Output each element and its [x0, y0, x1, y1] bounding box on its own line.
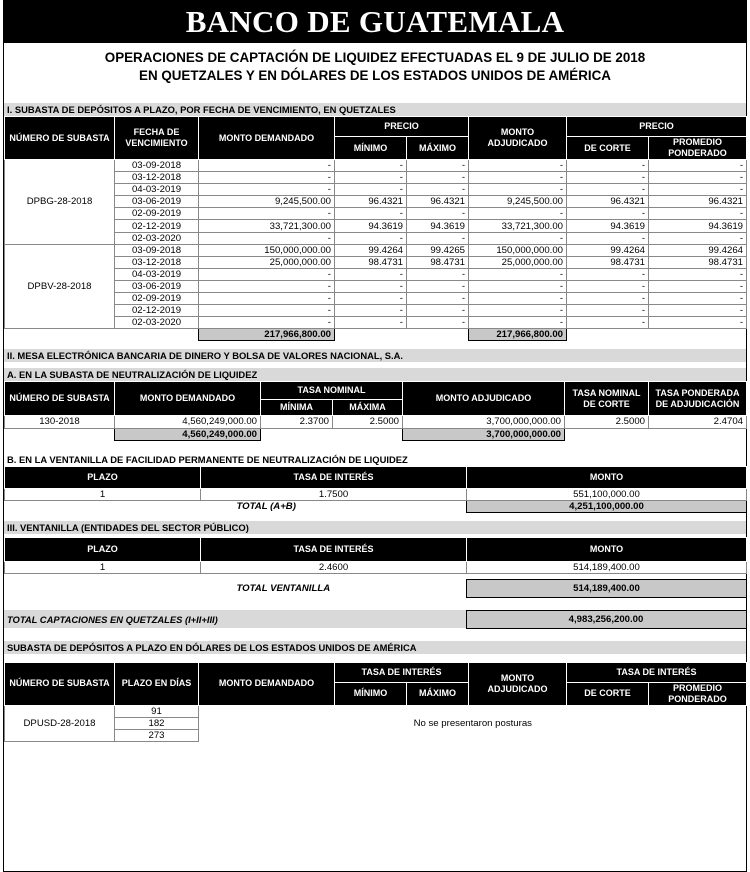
value-cell: -	[335, 172, 407, 184]
cell-2b-tasa: 1.7500	[201, 488, 467, 500]
subasta-name: DPBV-28-2018	[5, 244, 115, 329]
col-2a-minima: MÍNIMA	[261, 400, 333, 416]
value-cell: 99.4264	[335, 244, 407, 256]
value-cell: 98.4731	[335, 256, 407, 268]
value-cell: -	[649, 160, 747, 172]
fecha-cell: 04-03-2019	[115, 268, 199, 280]
section-usd-title: SUBASTA DE DEPÓSITOS A PLAZO EN DÓLARES DE LOS ESTADOS UNIDOS DE AMÉRICA	[4, 641, 746, 654]
table-row	[5, 208, 747, 220]
table-row	[5, 244, 747, 256]
section-usd-table	[4, 662, 747, 742]
section-2a-title: A. EN LA SUBASTA DE NEUTRALIZACIÓN DE LIQUIDEZ	[4, 368, 746, 381]
value-cell: -	[199, 232, 335, 244]
col-usd-monto-demandado: MONTO DEMANDADO	[199, 662, 335, 705]
value-cell: 25,000,000.00	[469, 256, 567, 268]
value-cell: -	[649, 317, 747, 329]
fecha-cell: 02-12-2019	[115, 220, 199, 232]
value-cell: 98.4731	[567, 256, 649, 268]
col-usd-promedio: PROMEDIO PONDERADO	[649, 682, 747, 705]
table-row	[5, 220, 747, 232]
col-2b-monto: MONTO	[467, 466, 747, 488]
total-row	[5, 329, 747, 341]
value-cell: -	[407, 172, 469, 184]
cell-2b-plazo: 1	[5, 488, 201, 500]
value-cell: 150,000,000.00	[199, 244, 335, 256]
table-row	[5, 705, 747, 717]
value-cell: -	[469, 208, 567, 220]
value-cell: -	[335, 293, 407, 305]
value-cell: -	[469, 280, 567, 292]
value-cell: -	[567, 317, 649, 329]
total-ventanilla-label: TOTAL VENTANILLA	[236, 582, 331, 594]
total-2a-demandado: 4,560,249,000.00	[115, 428, 261, 440]
value-cell: 99.4265	[407, 244, 469, 256]
value-cell: 96.4321	[567, 196, 649, 208]
value-cell: 150,000,000.00	[469, 244, 567, 256]
col-usd-de-corte: DE CORTE	[567, 682, 649, 705]
col-2a-monto-adjudicado: MONTO ADJUDICADO	[403, 382, 565, 416]
value-cell: -	[335, 305, 407, 317]
section-2b-table	[4, 466, 747, 513]
value-cell: -	[649, 184, 747, 196]
value-cell: -	[199, 208, 335, 220]
cell-usd-plazo-1: 91	[115, 705, 199, 717]
section-2b-title: B. EN LA VENTANILLA DE FACILIDAD PERMANENTE DE NEUTRALIZACIÓN DE LIQUIDEZ	[7, 453, 408, 465]
table-row	[5, 172, 747, 184]
value-cell: -	[567, 293, 649, 305]
value-cell: -	[199, 160, 335, 172]
value-cell: 98.4731	[407, 256, 469, 268]
total-monto-adjudicado: 217,966,800.00	[469, 329, 567, 341]
value-cell: 96.4321	[649, 196, 747, 208]
section-1-title: I. SUBASTA DE DEPÓSITOS A PLAZO, POR FECHA DE VENCIMIENTO, EN QUETZALES	[4, 103, 746, 116]
fecha-cell: 03-09-2018	[115, 160, 199, 172]
value-cell: -	[335, 232, 407, 244]
value-cell: 98.4731	[649, 256, 747, 268]
value-cell: 96.4321	[407, 196, 469, 208]
value-cell: -	[199, 172, 335, 184]
value-cell: -	[199, 280, 335, 292]
fecha-cell: 02-09-2019	[115, 293, 199, 305]
cell-usd-numero: DPUSD-28-2018	[5, 705, 115, 741]
value-cell: -	[469, 268, 567, 280]
table-row	[5, 317, 747, 329]
col-2a-tasa-nominal: TASA NOMINAL	[261, 382, 403, 400]
fecha-cell: 03-06-2019	[115, 196, 199, 208]
table-row	[5, 256, 747, 268]
cell-2a-minima: 2.3700	[261, 416, 333, 428]
value-cell: 33,721,300.00	[199, 220, 335, 232]
col-usd-tasa: TASA DE INTERÉS	[335, 662, 469, 682]
table-row	[5, 416, 747, 428]
col-2a-tasa-corte: TASA NOMINAL DE CORTE	[565, 382, 649, 416]
total-row	[5, 579, 747, 597]
value-cell: -	[567, 232, 649, 244]
value-cell: -	[567, 172, 649, 184]
value-cell: -	[649, 280, 747, 292]
col-2a-monto-demandado: MONTO DEMANDADO	[115, 382, 261, 416]
value-cell: -	[567, 305, 649, 317]
grand-total-label: TOTAL CAPTACIONES EN QUETZALES (I+II+III)	[4, 610, 466, 628]
subtitle-line-1: OPERACIONES DE CAPTACIÓN DE LIQUIDEZ EFECTUADAS EL 9 DE JULIO DE 2018	[104, 50, 646, 65]
value-cell: -	[567, 160, 649, 172]
value-cell: -	[407, 160, 469, 172]
cell-usd-plazo-2: 182	[115, 717, 199, 729]
value-cell: 9,245,500.00	[199, 196, 335, 208]
section-3-table	[4, 537, 747, 598]
cell-2a-monto-demandado: 4,560,249,000.00	[115, 416, 261, 428]
value-cell: -	[469, 172, 567, 184]
col-2a-numero: NÚMERO DE SUBASTA	[5, 382, 115, 416]
col-2b-tasa: TASA DE INTERÉS	[201, 466, 467, 488]
cell-2a-tasa-ponderada: 2.4704	[649, 416, 747, 428]
fecha-cell: 02-03-2020	[115, 232, 199, 244]
value-cell: -	[469, 184, 567, 196]
subtitle-line-2: EN QUETZALES Y EN DÓLARES DE LOS ESTADOS UNIDOS DE AMÉRICA	[139, 68, 611, 83]
cell-3-monto: 514,189,400.00	[467, 561, 747, 573]
col-2b-plazo: PLAZO	[5, 466, 201, 488]
value-cell: -	[469, 232, 567, 244]
col-maximo: MÁXIMO	[407, 137, 469, 160]
cell-usd-plazo-3: 273	[115, 730, 199, 742]
cell-2b-monto: 551,100,000.00	[467, 488, 747, 500]
value-cell: -	[567, 184, 649, 196]
cell-2a-maxima: 2.5000	[333, 416, 403, 428]
value-cell: -	[567, 280, 649, 292]
table-row	[5, 268, 747, 280]
report-subtitle	[4, 43, 746, 103]
cell-3-plazo: 1	[5, 561, 201, 573]
value-cell: -	[407, 184, 469, 196]
value-cell: -	[469, 305, 567, 317]
value-cell: -	[567, 208, 649, 220]
cell-3-tasa: 2.4600	[201, 561, 467, 573]
value-cell: 99.4264	[567, 244, 649, 256]
value-cell: -	[199, 305, 335, 317]
col-numero-subasta: NÚMERO DE SUBASTA	[5, 117, 115, 160]
section-2a-table	[4, 381, 747, 440]
value-cell: -	[335, 268, 407, 280]
value-cell: -	[199, 268, 335, 280]
grand-total-table	[4, 610, 747, 629]
value-cell: -	[407, 208, 469, 220]
total-ab-label: TOTAL (A+B)	[236, 500, 296, 512]
value-cell: -	[335, 184, 407, 196]
col-usd-plazo: PLAZO EN DÍAS	[115, 662, 199, 705]
table-row	[5, 305, 747, 317]
value-cell: -	[199, 184, 335, 196]
col-3-tasa: TASA DE INTERÉS	[201, 537, 467, 561]
col-usd-tasa-2: TASA DE INTERÉS	[567, 662, 747, 682]
fecha-cell: 03-06-2019	[115, 280, 199, 292]
col-monto-demandado: MONTO DEMANDADO	[199, 117, 335, 160]
table-row	[5, 280, 747, 292]
col-promedio-ponderado: PROMEDIO PONDERADO	[649, 137, 747, 160]
cell-2a-monto-adjudicado: 3,700,000,000.00	[403, 416, 565, 428]
section-1-body	[5, 160, 747, 341]
table-row	[5, 488, 747, 500]
value-cell: -	[335, 280, 407, 292]
col-monto-adjudicado: MONTO ADJUDICADO	[469, 117, 567, 160]
value-cell: -	[649, 268, 747, 280]
table-row	[5, 232, 747, 244]
subasta-name: DPBG-28-2018	[5, 160, 115, 245]
value-cell: -	[199, 317, 335, 329]
value-cell: -	[407, 280, 469, 292]
cell-usd-note: No se presentaron posturas	[413, 718, 532, 730]
report-page	[3, 0, 747, 872]
col-usd-maximo: MÁXIMO	[407, 682, 469, 705]
col-precio-adjudicacion: PRECIO	[567, 117, 747, 137]
total-monto-demandado: 217,966,800.00	[199, 329, 335, 341]
value-cell: 94.3619	[407, 220, 469, 232]
value-cell: -	[407, 293, 469, 305]
value-cell: -	[335, 317, 407, 329]
section-3-title: III. VENTANILLA (ENTIDADES DEL SECTOR PÚBLICO)	[4, 521, 746, 534]
col-2a-maxima: MÁXIMA	[333, 400, 403, 416]
value-cell: -	[649, 172, 747, 184]
cell-2a-tasa-corte: 2.5000	[565, 416, 649, 428]
col-usd-minimo: MÍNIMO	[335, 682, 407, 705]
fecha-cell: 03-09-2018	[115, 244, 199, 256]
col-minimo: MÍNIMO	[335, 137, 407, 160]
value-cell: -	[407, 317, 469, 329]
value-cell: -	[469, 160, 567, 172]
value-cell: -	[199, 293, 335, 305]
value-cell: -	[649, 208, 747, 220]
table-row	[5, 561, 747, 573]
value-cell: 9,245,500.00	[469, 196, 567, 208]
value-cell: 94.3619	[335, 220, 407, 232]
col-precio: PRECIO	[335, 117, 469, 137]
value-cell: -	[407, 268, 469, 280]
section-2-title: II. MESA ELECTRÓNICA BANCARIA DE DINERO Y BOLSA DE VALORES NACIONAL, S.A.	[4, 349, 746, 362]
value-cell: -	[649, 305, 747, 317]
value-cell: 96.4321	[335, 196, 407, 208]
value-cell: -	[469, 293, 567, 305]
col-3-monto: MONTO	[467, 537, 747, 561]
fecha-cell: 02-09-2019	[115, 208, 199, 220]
value-cell: -	[469, 317, 567, 329]
value-cell: -	[649, 293, 747, 305]
value-cell: 99.4264	[649, 244, 747, 256]
total-row	[5, 500, 747, 512]
fecha-cell: 03-12-2018	[115, 256, 199, 268]
table-row	[5, 293, 747, 305]
value-cell: 33,721,300.00	[469, 220, 567, 232]
value-cell: 94.3619	[649, 220, 747, 232]
total-ab-value: 4,251,100,000.00	[467, 500, 747, 512]
value-cell: -	[335, 208, 407, 220]
fecha-cell: 02-03-2020	[115, 317, 199, 329]
grand-total-value: 4,983,256,200.00	[466, 610, 746, 628]
cell-2a-numero: 130-2018	[5, 416, 115, 428]
value-cell: 94.3619	[567, 220, 649, 232]
total-2a-adjudicado: 3,700,000,000.00	[403, 428, 565, 440]
fecha-cell: 04-03-2019	[115, 184, 199, 196]
fecha-cell: 03-12-2018	[115, 172, 199, 184]
table-row	[5, 160, 747, 172]
table-row	[5, 196, 747, 208]
value-cell: -	[407, 232, 469, 244]
col-fecha-vencimiento: FECHA DE VENCIMIENTO	[115, 117, 199, 160]
value-cell: -	[567, 268, 649, 280]
value-cell: 25,000,000.00	[199, 256, 335, 268]
bank-title: BANCO DE GUATEMALA	[4, 1, 746, 43]
col-usd-monto-adjudicado: MONTO ADJUDICADO	[469, 662, 567, 705]
value-cell: -	[407, 305, 469, 317]
col-usd-numero: NÚMERO DE SUBASTA	[5, 662, 115, 705]
section-1-table	[4, 116, 747, 341]
total-row	[5, 428, 747, 440]
total-ventanilla-value: 514,189,400.00	[467, 579, 747, 597]
fecha-cell: 02-12-2019	[115, 305, 199, 317]
col-de-corte: DE CORTE	[567, 137, 649, 160]
col-2a-tasa-ponderada: TASA PONDERADA DE ADJUDICACIÓN	[649, 382, 747, 416]
col-3-plazo: PLAZO	[5, 537, 201, 561]
table-row	[5, 184, 747, 196]
value-cell: -	[335, 160, 407, 172]
value-cell: -	[649, 232, 747, 244]
